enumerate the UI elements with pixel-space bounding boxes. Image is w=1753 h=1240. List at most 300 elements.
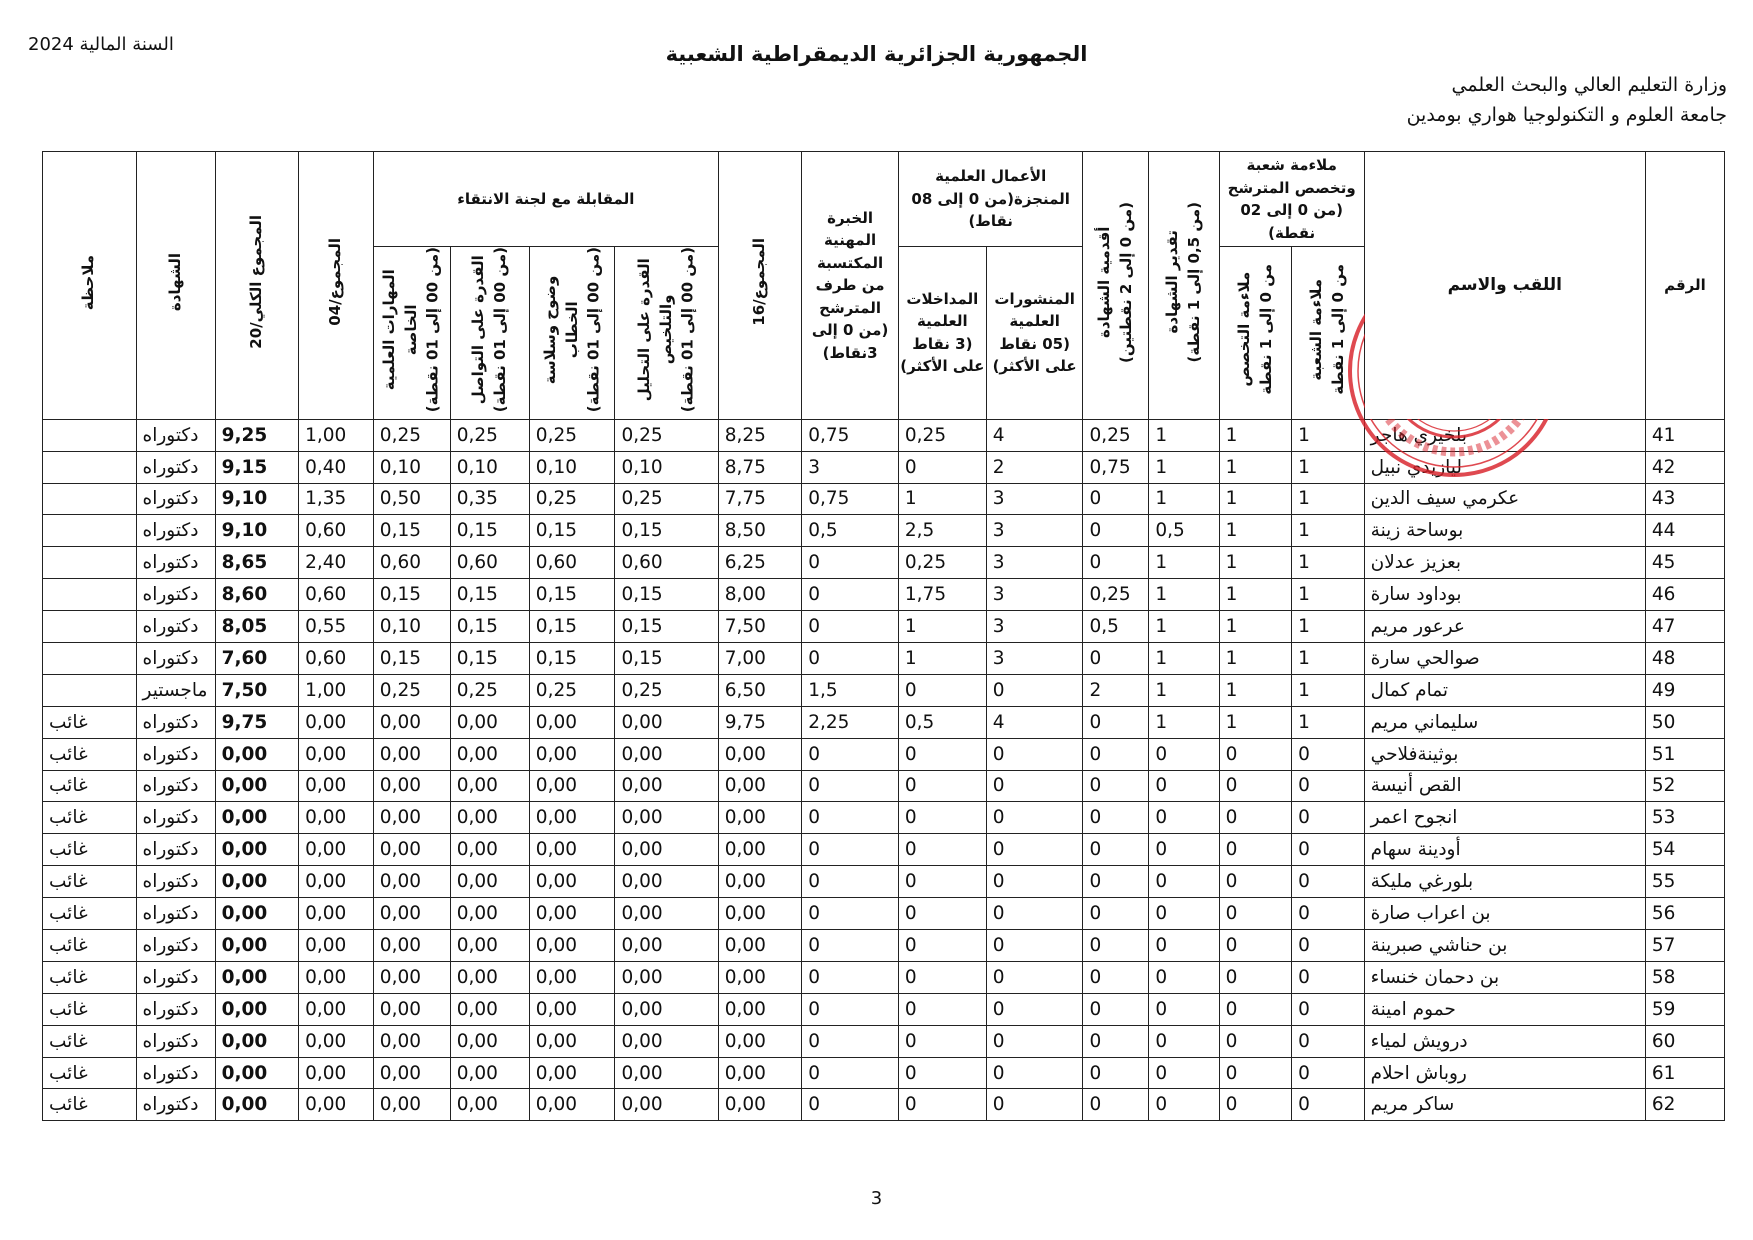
grade-cell: 0 <box>1149 1025 1219 1057</box>
candidate-name: بلخيري هاجر <box>1364 419 1645 451</box>
note-cell: غائب <box>43 961 137 993</box>
fit-branch-cell: 0 <box>1292 802 1365 834</box>
fit-specialty-cell: 0 <box>1219 738 1292 770</box>
clarity-label <box>540 247 605 412</box>
header-line: على الأكثر) <box>900 357 985 376</box>
publications-cell: 0 <box>986 866 1083 898</box>
skills-cell: 0,00 <box>373 898 450 930</box>
header-line: الخاصة <box>401 304 420 356</box>
communication-cell: 0,00 <box>450 898 529 930</box>
experience-cell: 0 <box>802 547 899 579</box>
experience-cell: 0 <box>802 802 899 834</box>
grade-cell: 1 <box>1149 642 1219 674</box>
degree-cell: دكتوراه <box>136 1089 215 1121</box>
analysis-cell: 0,00 <box>615 1057 718 1089</box>
skills-label <box>379 247 444 412</box>
header-analysis <box>615 247 718 420</box>
header-skills <box>373 247 450 420</box>
analysis-cell: 0,00 <box>615 834 718 866</box>
fit-specialty-cell: 1 <box>1219 642 1292 674</box>
total20-cell: 0,00 <box>215 834 298 866</box>
header-line: الخبرة <box>827 208 874 227</box>
total20-cell: 9,75 <box>215 706 298 738</box>
row-number: 62 <box>1645 1089 1724 1121</box>
communications-cell: 1 <box>898 483 986 515</box>
row-number: 41 <box>1645 419 1724 451</box>
publications-cell: 3 <box>986 611 1083 643</box>
fit-branch-cell: 0 <box>1292 738 1365 770</box>
clarity-cell: 0,00 <box>529 993 615 1025</box>
note-cell: غائب <box>43 930 137 962</box>
seniority-cell: 0 <box>1083 834 1149 866</box>
grade-cell: 0 <box>1149 1089 1219 1121</box>
analysis-cell: 0,00 <box>615 1089 718 1121</box>
candidate-name: بلورغي مليكة <box>1364 866 1645 898</box>
experience-cell: 0 <box>802 642 899 674</box>
experience-cell: 0 <box>802 930 899 962</box>
table-row <box>43 547 1725 579</box>
header-line: من 0 إلى 1 نقطة <box>1328 264 1347 395</box>
clarity-cell: 0,15 <box>529 579 615 611</box>
table-row <box>43 451 1725 483</box>
degree-cell: دكتوراه <box>136 930 215 962</box>
candidate-name: بن حناشي صبرينة <box>1364 930 1645 962</box>
fit-branch-cell: 1 <box>1292 674 1365 706</box>
note-cell: غائب <box>43 706 137 738</box>
skills-cell: 0,10 <box>373 611 450 643</box>
total04-cell: 0,00 <box>299 802 374 834</box>
fit-specialty-cell: 0 <box>1219 1089 1292 1121</box>
communication-cell: 0,15 <box>450 642 529 674</box>
total20-cell: 8,05 <box>215 611 298 643</box>
analysis-cell: 0,25 <box>615 419 718 451</box>
total16-cell: 7,00 <box>718 642 801 674</box>
analysis-cell: 0,15 <box>615 579 718 611</box>
analysis-cell: 0,00 <box>615 770 718 802</box>
clarity-cell: 0,25 <box>529 419 615 451</box>
communications-cell: 0 <box>898 1057 986 1089</box>
fit-branch-cell: 0 <box>1292 1089 1365 1121</box>
degree-cell: دكتوراه <box>136 993 215 1025</box>
note-cell: غائب <box>43 770 137 802</box>
communication-cell: 0,00 <box>450 770 529 802</box>
grade-cell: 0 <box>1149 1057 1219 1089</box>
skills-cell: 0,00 <box>373 930 450 962</box>
publications-cell: 0 <box>986 738 1083 770</box>
publications-cell: 4 <box>986 706 1083 738</box>
clarity-cell: 0,10 <box>529 451 615 483</box>
note-cell: غائب <box>43 993 137 1025</box>
row-number: 50 <box>1645 706 1724 738</box>
total20-cell: 9,25 <box>215 419 298 451</box>
seniority-cell: 0,75 <box>1083 451 1149 483</box>
total04-cell: 0,00 <box>299 1025 374 1057</box>
degree-cell: دكتوراه <box>136 802 215 834</box>
publications-cell: 0 <box>986 1057 1083 1089</box>
degree-cell: دكتوراه <box>136 483 215 515</box>
note-cell: غائب <box>43 1089 137 1121</box>
total04-cell: 0,00 <box>299 770 374 802</box>
communications-cell: 0,25 <box>898 419 986 451</box>
degree-cell: دكتوراه <box>136 419 215 451</box>
fit-branch-cell: 1 <box>1292 579 1365 611</box>
publications-lines <box>987 288 1083 378</box>
total16-cell: 0,00 <box>718 961 801 993</box>
analysis-cell: 0,00 <box>615 866 718 898</box>
fit-branch-cell: 1 <box>1292 515 1365 547</box>
header-clarity <box>529 247 615 420</box>
header-line: المكتسبة <box>816 253 884 272</box>
total20-cell: 0,00 <box>215 738 298 770</box>
seniority-cell: 0 <box>1083 515 1149 547</box>
publications-cell: 0 <box>986 993 1083 1025</box>
header-fit-branch <box>1292 247 1365 420</box>
total16-cell: 0,00 <box>718 1025 801 1057</box>
grade-cell: 0 <box>1149 961 1219 993</box>
total16-cell: 8,75 <box>718 451 801 483</box>
clarity-cell: 0,00 <box>529 1057 615 1089</box>
communication-cell: 0,00 <box>450 834 529 866</box>
total20-cell: 9,10 <box>215 515 298 547</box>
fit-specialty-label <box>1234 264 1278 395</box>
communications-cell: 1 <box>898 611 986 643</box>
row-number: 51 <box>1645 738 1724 770</box>
total04-cell: 0,00 <box>299 898 374 930</box>
total04-cell: 0,00 <box>299 961 374 993</box>
row-number: 54 <box>1645 834 1724 866</box>
total20-cell: 0,00 <box>215 1025 298 1057</box>
header-line: تقدير الشهادة <box>1163 230 1182 334</box>
publications-cell: 0 <box>986 770 1083 802</box>
total04-cell: 0,00 <box>299 930 374 962</box>
communication-cell: 0,15 <box>450 611 529 643</box>
header-line: المداخلات <box>906 289 979 308</box>
fit-branch-cell: 0 <box>1292 930 1365 962</box>
total20-cell: 0,00 <box>215 1057 298 1089</box>
row-number: 57 <box>1645 930 1724 962</box>
communications-lines <box>899 288 986 378</box>
total16-cell: 9,75 <box>718 706 801 738</box>
grade-cell: 1 <box>1149 706 1219 738</box>
table-row <box>43 930 1725 962</box>
total04-cell: 0,00 <box>299 1057 374 1089</box>
row-number: 53 <box>1645 802 1724 834</box>
header-line: القدرة على التواصل <box>469 255 487 405</box>
seniority-cell: 0 <box>1083 1025 1149 1057</box>
header-experience <box>802 152 899 420</box>
fit-specialty-cell: 1 <box>1219 611 1292 643</box>
experience-cell: 0 <box>802 738 899 770</box>
seniority-cell: 0 <box>1083 993 1149 1025</box>
fit-specialty-cell: 1 <box>1219 547 1292 579</box>
communications-cell: 0,5 <box>898 706 986 738</box>
skills-cell: 0,25 <box>373 674 450 706</box>
fit-specialty-cell: 1 <box>1219 483 1292 515</box>
header-works-group <box>898 152 1083 247</box>
total04-cell: 0,00 <box>299 706 374 738</box>
communication-cell: 0,60 <box>450 547 529 579</box>
clarity-cell: 0,15 <box>529 515 615 547</box>
skills-cell: 0,15 <box>373 579 450 611</box>
total04-cell: 1,00 <box>299 419 374 451</box>
seniority-cell: 0,25 <box>1083 419 1149 451</box>
analysis-cell: 0,00 <box>615 993 718 1025</box>
header-line: 3نقاط) <box>822 343 878 362</box>
seniority-cell: 0 <box>1083 738 1149 770</box>
note-label: ملاحظة <box>79 254 98 310</box>
seniority-cell: 0 <box>1083 483 1149 515</box>
publications-cell: 3 <box>986 579 1083 611</box>
university-name: جامعة العلوم و التكنولوجيا هواري بومدين <box>1406 104 1727 126</box>
table-row <box>43 866 1725 898</box>
header-line: الخطاب <box>562 301 581 359</box>
clarity-cell: 0,00 <box>529 961 615 993</box>
total16-cell: 0,00 <box>718 898 801 930</box>
clarity-cell: 0,00 <box>529 738 615 770</box>
publications-cell: 4 <box>986 419 1083 451</box>
grade-cell: 0 <box>1149 993 1219 1025</box>
ministry-name: وزارة التعليم العالي والبحث العلمي <box>1451 74 1727 96</box>
total20-cell: 9,15 <box>215 451 298 483</box>
works-group-lines <box>899 165 1083 233</box>
row-number: 48 <box>1645 642 1724 674</box>
grade-cell: 0 <box>1149 930 1219 962</box>
clarity-cell: 0,25 <box>529 483 615 515</box>
header-line: المنجزة(من 0 إلى 08 <box>911 189 1070 208</box>
total20-cell: 0,00 <box>215 898 298 930</box>
header-line: ملاءمة الشعبة <box>1307 278 1326 381</box>
fit-branch-cell: 1 <box>1292 451 1365 483</box>
note-cell: غائب <box>43 866 137 898</box>
candidate-name: بوساحة زينة <box>1364 515 1645 547</box>
fit-branch-cell: 0 <box>1292 993 1365 1025</box>
candidate-name: صوالحي سارة <box>1364 642 1645 674</box>
publications-cell: 0 <box>986 802 1083 834</box>
header-line: (3 نقاط <box>912 334 973 353</box>
note-cell: غائب <box>43 738 137 770</box>
skills-cell: 0,00 <box>373 866 450 898</box>
candidate-name: القص أنيسة <box>1364 770 1645 802</box>
communications-cell: 0 <box>898 1089 986 1121</box>
total16-cell: 0,00 <box>718 866 801 898</box>
header-line: العلمية <box>1009 312 1060 331</box>
analysis-label <box>634 247 699 412</box>
publications-cell: 2 <box>986 451 1083 483</box>
header-fit-group <box>1219 152 1364 247</box>
communication-cell: 0,00 <box>450 1057 529 1089</box>
communications-cell: 0 <box>898 961 986 993</box>
total20-cell: 9,10 <box>215 483 298 515</box>
row-number: 44 <box>1645 515 1724 547</box>
header-seniority <box>1083 152 1149 420</box>
fit-branch-cell: 0 <box>1292 1057 1365 1089</box>
communications-cell: 2,5 <box>898 515 986 547</box>
total16-cell: 0,00 <box>718 1057 801 1089</box>
communications-cell: 0 <box>898 770 986 802</box>
communications-cell: 0 <box>898 674 986 706</box>
analysis-cell: 0,00 <box>615 961 718 993</box>
header-line: نقاط) <box>968 212 1013 231</box>
total04-cell: 0,00 <box>299 866 374 898</box>
communication-cell: 0,00 <box>450 738 529 770</box>
header-line: (من 00 إلى 01 نقطة) <box>584 247 603 413</box>
total16-cell: 0,00 <box>718 802 801 834</box>
experience-cell: 0 <box>802 1057 899 1089</box>
communication-label <box>468 247 512 412</box>
seniority-label <box>1094 202 1138 363</box>
skills-cell: 0,00 <box>373 834 450 866</box>
note-cell <box>43 451 137 483</box>
row-number: 45 <box>1645 547 1724 579</box>
fit-branch-label <box>1306 264 1350 395</box>
note-cell <box>43 674 137 706</box>
total16-cell: 8,50 <box>718 515 801 547</box>
degree-cell: دكتوراه <box>136 834 215 866</box>
total20-cell: 0,00 <box>215 770 298 802</box>
note-cell: غائب <box>43 1025 137 1057</box>
communications-cell: 0 <box>898 834 986 866</box>
fit-specialty-cell: 1 <box>1219 451 1292 483</box>
fit-specialty-cell: 0 <box>1219 993 1292 1025</box>
table-row <box>43 706 1725 738</box>
communications-cell: 1,75 <box>898 579 986 611</box>
fit-branch-cell: 1 <box>1292 611 1365 643</box>
table-row <box>43 515 1725 547</box>
row-number: 47 <box>1645 611 1724 643</box>
total20-cell: 0,00 <box>215 930 298 962</box>
note-cell <box>43 547 137 579</box>
grade-cell: 1 <box>1149 674 1219 706</box>
degree-cell: دكتوراه <box>136 1057 215 1089</box>
publications-cell: 0 <box>986 1089 1083 1121</box>
degree-cell: دكتوراه <box>136 961 215 993</box>
header-total20 <box>215 152 298 420</box>
row-number: 56 <box>1645 898 1724 930</box>
total04-cell: 0,55 <box>299 611 374 643</box>
table-row <box>43 1025 1725 1057</box>
grade-cell: 1 <box>1149 547 1219 579</box>
fit-branch-cell: 0 <box>1292 834 1365 866</box>
header-number: الرقم <box>1645 152 1724 420</box>
candidate-name: انجوح اعمر <box>1364 802 1645 834</box>
table-row <box>43 674 1725 706</box>
analysis-cell: 0,15 <box>615 515 718 547</box>
row-number: 43 <box>1645 483 1724 515</box>
total04-cell: 0,60 <box>299 515 374 547</box>
experience-lines <box>802 207 898 365</box>
publications-cell: 3 <box>986 483 1083 515</box>
row-number: 49 <box>1645 674 1724 706</box>
communications-cell: 1 <box>898 642 986 674</box>
fit-specialty-cell: 0 <box>1219 961 1292 993</box>
communication-cell: 0,00 <box>450 1089 529 1121</box>
table-row <box>43 419 1725 451</box>
candidate-name: سليماني مريم <box>1364 706 1645 738</box>
total04-cell: 0,60 <box>299 579 374 611</box>
degree-cell: دكتوراه <box>136 515 215 547</box>
total16-cell: 6,25 <box>718 547 801 579</box>
degree-cell: دكتوراه <box>136 579 215 611</box>
publications-cell: 0 <box>986 961 1083 993</box>
analysis-cell: 0,25 <box>615 674 718 706</box>
experience-cell: 0,75 <box>802 419 899 451</box>
note-cell <box>43 483 137 515</box>
clarity-cell: 0,15 <box>529 642 615 674</box>
seniority-cell: 0 <box>1083 642 1149 674</box>
total16-cell: 0,00 <box>718 834 801 866</box>
note-cell: غائب <box>43 898 137 930</box>
candidate-name: بوداود سارة <box>1364 579 1645 611</box>
candidate-name: درويش لمياء <box>1364 1025 1645 1057</box>
header-name: اللقب والاسم <box>1364 152 1645 420</box>
communications-cell: 0 <box>898 866 986 898</box>
note-cell <box>43 579 137 611</box>
table-row <box>43 1057 1725 1089</box>
experience-cell: 0 <box>802 961 899 993</box>
seniority-cell: 0 <box>1083 898 1149 930</box>
header-note <box>43 152 137 420</box>
analysis-cell: 0,10 <box>615 451 718 483</box>
degree-cell: دكتوراه <box>136 611 215 643</box>
seniority-cell: 0 <box>1083 930 1149 962</box>
note-cell <box>43 419 137 451</box>
degree-cell: دكتوراه <box>136 642 215 674</box>
communications-cell: 0 <box>898 738 986 770</box>
total20-cell: 0,00 <box>215 802 298 834</box>
table-row <box>43 898 1725 930</box>
degree-cell: دكتوراه <box>136 1025 215 1057</box>
analysis-cell: 0,15 <box>615 642 718 674</box>
analysis-cell: 0,00 <box>615 1025 718 1057</box>
seniority-cell: 0 <box>1083 802 1149 834</box>
skills-cell: 0,00 <box>373 993 450 1025</box>
header-line: (05 نقاط <box>999 334 1070 353</box>
seniority-cell: 0 <box>1083 866 1149 898</box>
clarity-cell: 0,00 <box>529 930 615 962</box>
header-line: المهنية <box>824 231 877 250</box>
total04-cell: 0,00 <box>299 1089 374 1121</box>
total16-cell: 0,00 <box>718 738 801 770</box>
header-line: (من 0 إلى 2 نقطتين) <box>1116 201 1135 363</box>
candidate-name: بن دحمان خنساء <box>1364 961 1645 993</box>
experience-cell: 0 <box>802 1025 899 1057</box>
fit-branch-cell: 0 <box>1292 770 1365 802</box>
note-cell <box>43 515 137 547</box>
seniority-cell: 0 <box>1083 1089 1149 1121</box>
row-number: 55 <box>1645 866 1724 898</box>
fit-branch-cell: 0 <box>1292 898 1365 930</box>
total04-cell: 1,35 <box>299 483 374 515</box>
clarity-cell: 0,00 <box>529 802 615 834</box>
table-row <box>43 579 1725 611</box>
seniority-cell: 0 <box>1083 706 1149 738</box>
publications-cell: 0 <box>986 930 1083 962</box>
total20-cell: 0,00 <box>215 961 298 993</box>
candidate-name: حموم امينة <box>1364 993 1645 1025</box>
seniority-cell: 0,5 <box>1083 611 1149 643</box>
total04-cell: 0,00 <box>299 738 374 770</box>
fit-branch-cell: 1 <box>1292 706 1365 738</box>
header-line: ملاءمة شعبة <box>1246 156 1337 174</box>
skills-cell: 0,00 <box>373 1057 450 1089</box>
republic-title: الجمهورية الجزائرية الديمقراطية الشعبية <box>665 42 1088 66</box>
degree-cell: دكتوراه <box>136 866 215 898</box>
analysis-cell: 0,00 <box>615 898 718 930</box>
publications-cell: 3 <box>986 515 1083 547</box>
degree-label: الشهادة <box>165 253 184 312</box>
header-communication <box>450 247 529 420</box>
skills-cell: 0,00 <box>373 770 450 802</box>
